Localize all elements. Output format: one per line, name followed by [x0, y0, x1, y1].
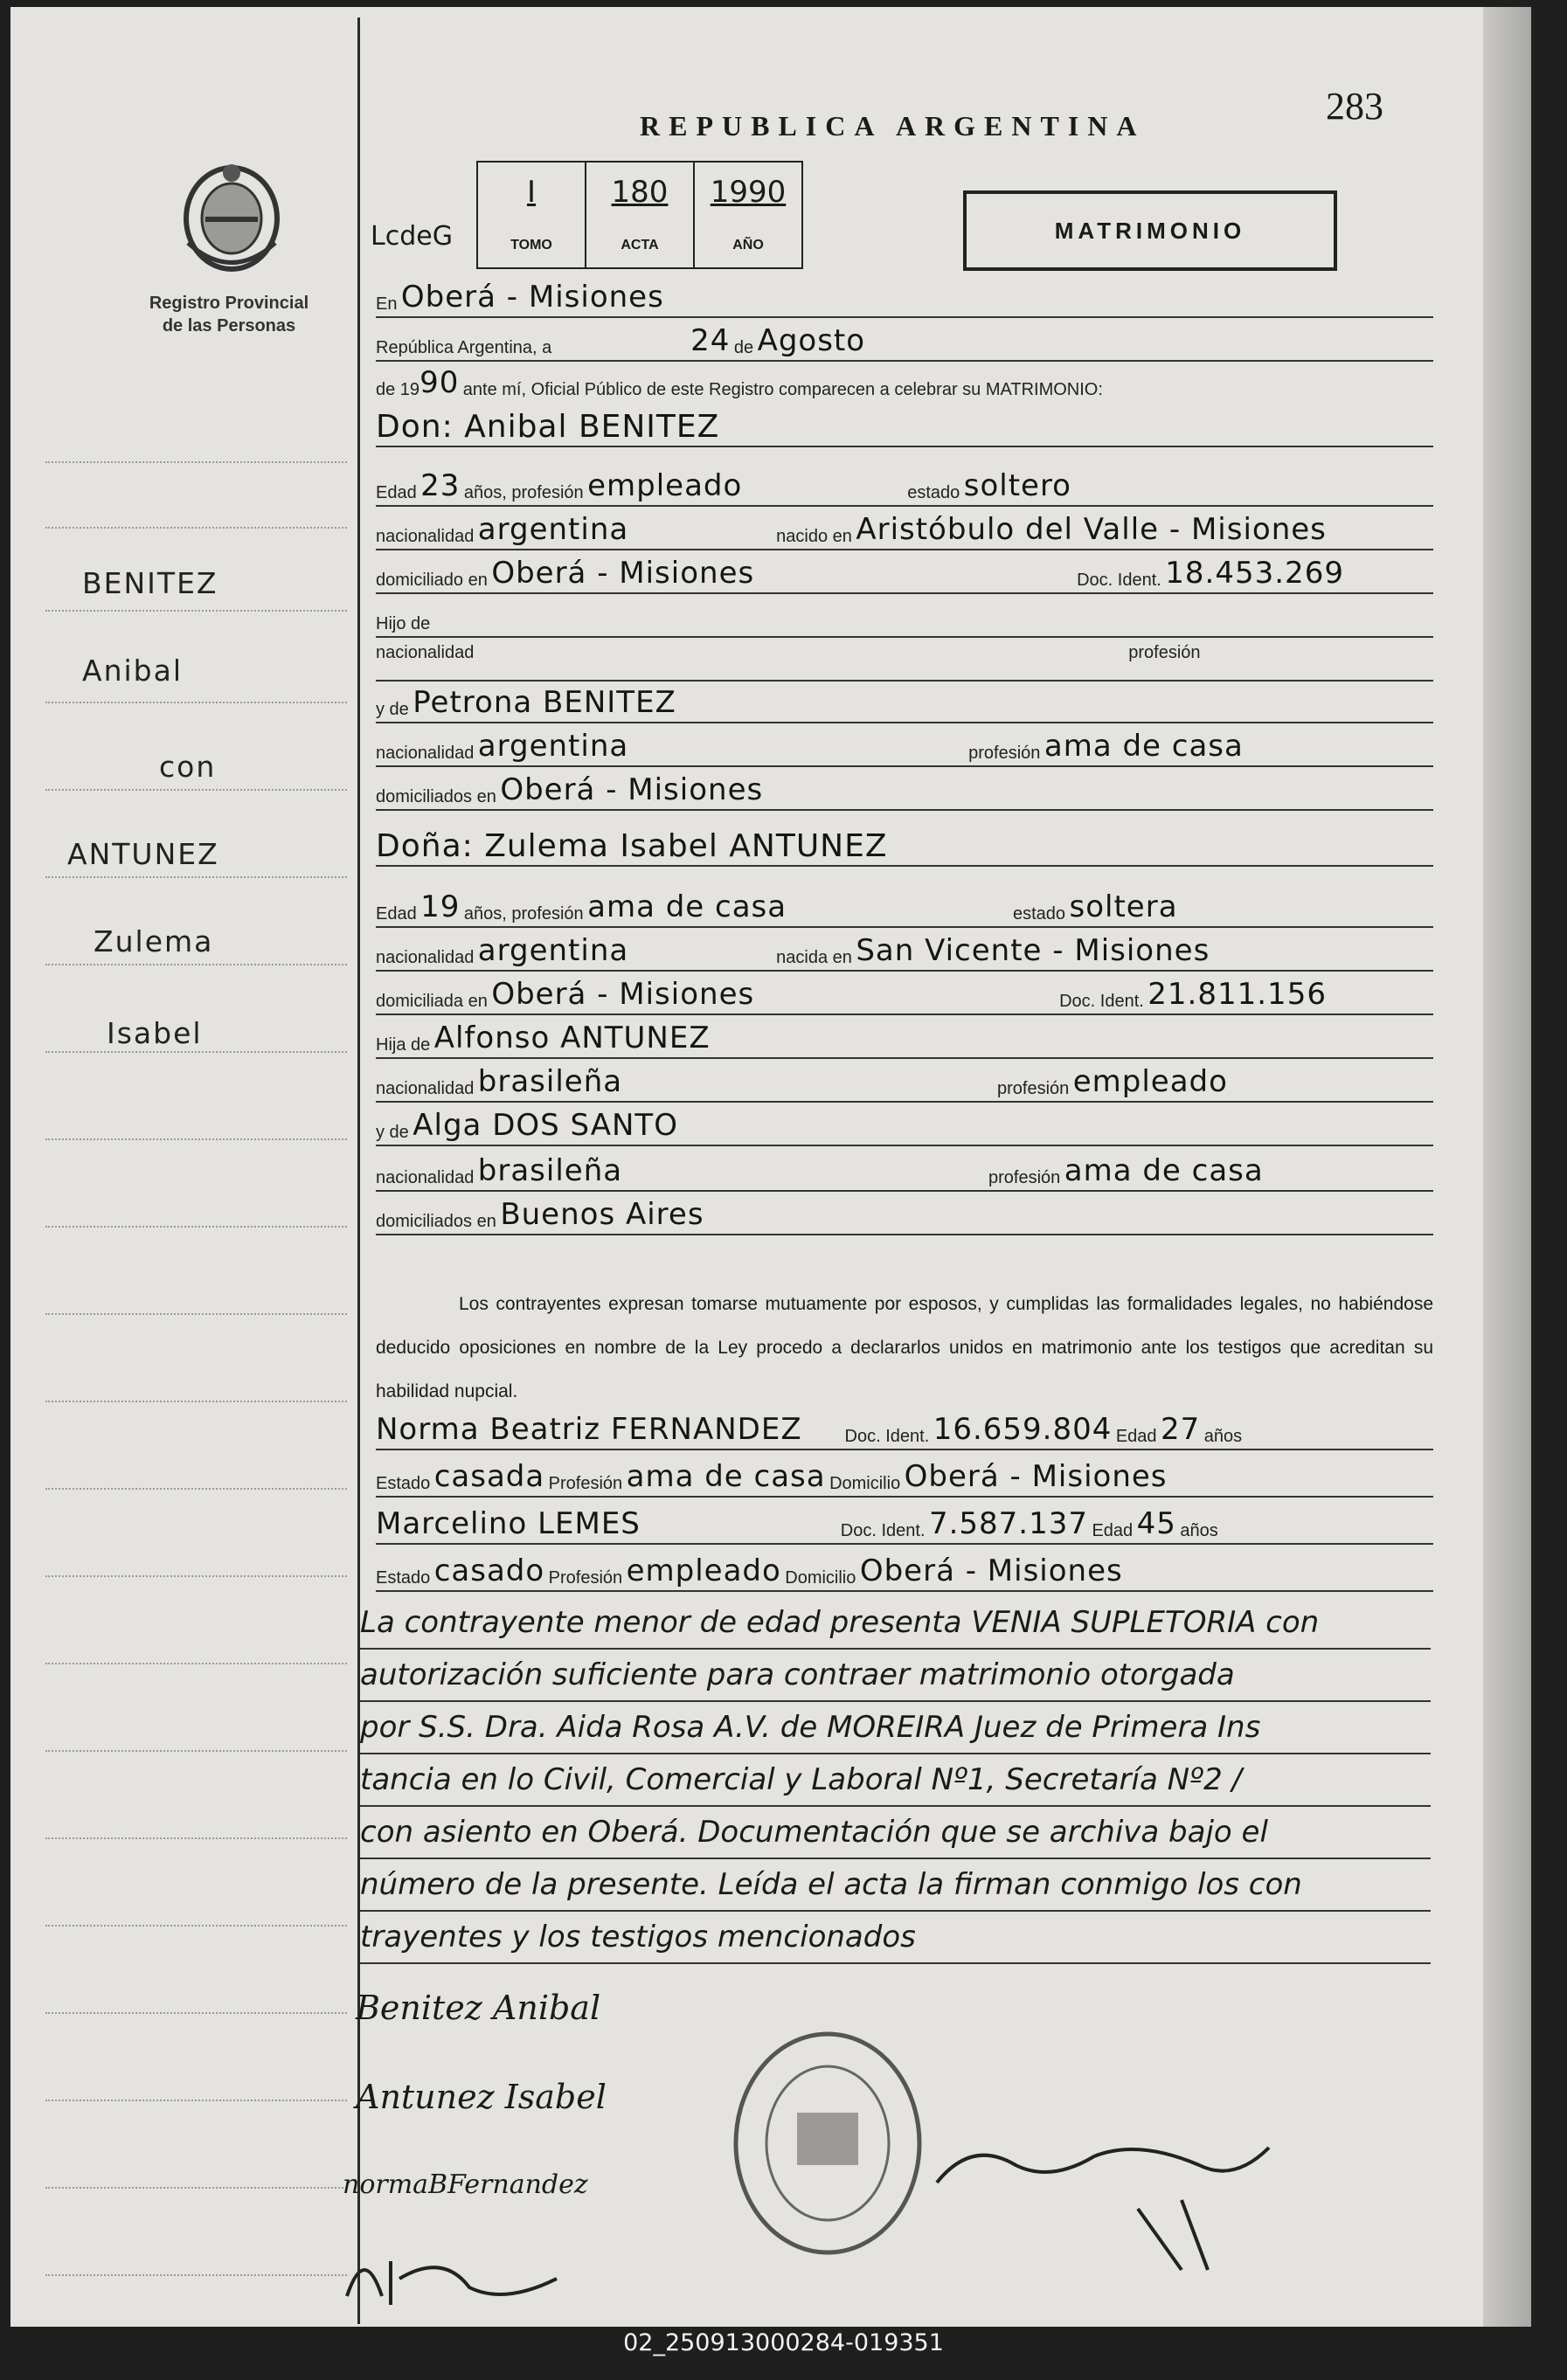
- ano-box: [693, 163, 801, 267]
- page-number: 283: [1326, 85, 1383, 128]
- field-bride-madre: Alga DOS SANTO: [413, 1108, 678, 1143]
- ano-value: 1990: [710, 175, 787, 210]
- margin-name: BENITEZ: [82, 566, 218, 600]
- label: República Argentina, a: [376, 338, 552, 357]
- field-witness2-name: Marcelino LEMES: [376, 1506, 641, 1541]
- label: de 19: [376, 380, 420, 399]
- label: Estado: [376, 1474, 431, 1493]
- label: nacionalidad: [376, 1079, 475, 1098]
- acta-label: ACTA: [621, 238, 659, 253]
- field-bride-domicilio: Oberá - Misiones: [491, 977, 755, 1012]
- margin-line: [45, 1750, 347, 1752]
- label: Profesión: [548, 1568, 623, 1588]
- record-number-boxes: [476, 161, 803, 269]
- label: ante mí, Oficial Público de este Registro comparecen a celebrar su MATRIMONIO:: [462, 380, 1103, 399]
- field-lugar: Oberá - Misiones: [400, 280, 664, 315]
- field-anio: 90: [419, 365, 460, 400]
- row-groom-padres-dom: [376, 772, 1433, 814]
- field-bride-nacida: San Vicente - Misiones: [856, 933, 1210, 968]
- field-groom-madre: Petrona BENITEZ: [413, 685, 676, 720]
- field-witness1-doc: 16.659.804: [933, 1412, 1113, 1447]
- field-groom-madre-nac: argentina: [477, 729, 629, 764]
- margin-line: [45, 2274, 347, 2276]
- label: nacida en: [776, 948, 852, 967]
- note-line: tancia en lo Civil, Comercial y Laboral Nº1, Secretaría Nº2 /: [360, 1754, 1431, 1807]
- note-line: trayentes y los testigos mencionados: [360, 1912, 1431, 1964]
- registry-line1: Registro Provincial: [149, 294, 309, 313]
- field-groom-madre-prof: ama de casa: [1044, 729, 1244, 764]
- field-witness1-estado: casada: [433, 1459, 545, 1494]
- signature-witness1: normaBFernandez: [343, 2169, 588, 2200]
- label: Hija de: [376, 1035, 431, 1055]
- field-bride-padre: Alfonso ANTUNEZ: [433, 1020, 711, 1055]
- field-witness2-profesion: empleado: [626, 1553, 781, 1588]
- row-bride-padre-nac: [376, 1064, 1433, 1106]
- official-stamp-icon: [727, 2025, 928, 2261]
- label: Edad: [1092, 1521, 1134, 1540]
- tomo-value: I: [526, 175, 537, 210]
- field-witness1-domicilio: Oberá - Misiones: [904, 1459, 1168, 1494]
- margin-line: [45, 1575, 347, 1577]
- label: años, profesión: [463, 483, 584, 502]
- label: nacido en: [776, 527, 852, 546]
- label: profesión: [1128, 643, 1201, 662]
- book-prefix: LcdeG: [371, 221, 453, 252]
- row-witness1-details: [376, 1459, 1433, 1501]
- note-line: con asiento en Oberá. Documentación que se archiva bajo el: [360, 1807, 1431, 1859]
- label: años, profesión: [463, 904, 584, 924]
- row-groom-padre: [376, 599, 1433, 641]
- row-bride-name: [376, 828, 1433, 870]
- field-witness2-domicilio: Oberá - Misiones: [859, 1553, 1123, 1588]
- margin-line: [45, 527, 347, 529]
- label: estado: [1013, 904, 1066, 924]
- margin-line: [45, 2187, 347, 2189]
- row-bride-madre-nac: [376, 1153, 1433, 1195]
- signature-official: [919, 2104, 1286, 2279]
- margin-name: con: [159, 750, 217, 784]
- label: Doc. Ident.: [1077, 571, 1161, 590]
- label: Edad: [376, 483, 417, 502]
- acta-value: 180: [611, 175, 669, 210]
- row-groom-madre: [376, 685, 1433, 727]
- coat-of-arms-icon: [170, 156, 293, 278]
- signature-witness2: [338, 2226, 565, 2314]
- label: En: [376, 294, 398, 314]
- label: y de: [376, 1123, 409, 1142]
- row-bride-madre: [376, 1108, 1433, 1150]
- field-bride-madre-nac: brasileña: [477, 1153, 623, 1188]
- label: Domicilio: [785, 1568, 856, 1588]
- margin-name: Isabel: [107, 1016, 203, 1050]
- label: años: [1180, 1521, 1218, 1540]
- margin-line: [45, 1488, 347, 1490]
- label: domiciliados en: [376, 787, 496, 806]
- row-bride-padres-dom: [376, 1197, 1433, 1239]
- field-witness1-edad: 27: [1161, 1412, 1201, 1447]
- field-groom-padres-dom: Oberá - Misiones: [500, 772, 764, 807]
- label: años: [1203, 1427, 1243, 1446]
- label: de: [733, 338, 754, 357]
- field-bride-edad: 19: [420, 889, 461, 924]
- field-witness1-profesion: ama de casa: [626, 1459, 826, 1494]
- field-bride-padre-nac: brasileña: [477, 1064, 623, 1099]
- field-groom-doc: 18.453.269: [1165, 556, 1344, 591]
- acta-box: [585, 163, 693, 267]
- row-bride-dom: [376, 977, 1433, 1019]
- field-groom-name: Don: Anibal BENITEZ: [376, 409, 720, 445]
- row-fecha: [376, 323, 1433, 365]
- field-mes: Agosto: [757, 323, 866, 358]
- field-groom-estado: soltero: [963, 468, 1071, 503]
- row-lugar: [376, 280, 1433, 322]
- signature-bride: Antunez Isabel: [356, 2078, 607, 2116]
- register-page: [10, 7, 1531, 2327]
- label: nacionalidad: [376, 643, 475, 662]
- field-bride-nacionalidad: argentina: [477, 933, 629, 968]
- row-groom-edad: [376, 468, 1433, 510]
- row-groom-dom: [376, 556, 1433, 598]
- margin-line: [45, 2100, 347, 2101]
- field-bride-estado: soltera: [1069, 889, 1178, 924]
- label: Profesión: [548, 1474, 623, 1493]
- label: profesión: [988, 1168, 1061, 1187]
- field-bride-doc: 21.811.156: [1148, 977, 1327, 1012]
- note-line: número de la presente. Leída el acta la firman conmigo los con: [360, 1859, 1431, 1912]
- label: nacionalidad: [376, 948, 475, 967]
- field-groom-profesion: empleado: [587, 468, 743, 503]
- margin-name: Zulema: [94, 924, 214, 958]
- republic-heading: REPUBLICA ARGENTINA: [640, 110, 1146, 142]
- margin-line: [45, 1226, 347, 1228]
- margin-line: [45, 964, 347, 965]
- field-bride-name: Doña: Zulema Isabel ANTUNEZ: [376, 828, 888, 864]
- margin-rule: [357, 17, 360, 2324]
- row-groom-madre-nac: [376, 729, 1433, 771]
- label: estado: [907, 483, 960, 502]
- label: Domicilio: [829, 1474, 901, 1493]
- ano-label: AÑO: [732, 238, 764, 253]
- margin-line: [45, 702, 347, 703]
- field-groom-domicilio: Oberá - Misiones: [491, 556, 755, 591]
- declaration-text: Los contrayentes expresan tomarse mutuamente por esposos, y cumplidas las formalidades legales, no habiéndose deducido oposiciones en nombre de la Ley procedo a declararlos unidos en matrimonio ante los testigos que acreditan su habilidad nupcial.: [376, 1294, 1433, 1401]
- margin-line: [45, 2012, 347, 2014]
- label: domiciliada en: [376, 992, 488, 1011]
- row-witness2: [376, 1506, 1433, 1548]
- note-line: La contrayente menor de edad presenta VENIA SUPLETORIA con: [360, 1597, 1431, 1650]
- margin-line: [45, 1401, 347, 1402]
- row-anio: [376, 365, 1433, 407]
- margin-line: [45, 1138, 347, 1140]
- field-bride-madre-prof: ama de casa: [1064, 1153, 1264, 1188]
- registry-name: [94, 292, 364, 337]
- margin-line: [45, 610, 347, 612]
- label: Doc. Ident.: [844, 1427, 930, 1446]
- margin-line: [45, 876, 347, 878]
- row-witness2-details: [376, 1553, 1433, 1595]
- row-bride-edad: [376, 889, 1433, 931]
- margin-name: Anibal: [82, 654, 183, 688]
- margin-line: [45, 1663, 347, 1664]
- row-groom-nac: [376, 512, 1433, 554]
- label: profesión: [997, 1079, 1070, 1098]
- margin-line: [45, 1837, 347, 1839]
- tomo-box: [478, 163, 585, 267]
- handwritten-note: [360, 1597, 1431, 1964]
- note-line: autorización suficiente para contraer matrimonio otorgada: [360, 1650, 1431, 1702]
- label: nacionalidad: [376, 1168, 475, 1187]
- page-edge: [1483, 7, 1531, 2327]
- field-groom-nacido: Aristóbulo del Valle - Misiones: [856, 512, 1327, 547]
- margin-line: [45, 1313, 347, 1315]
- margin-line: [45, 461, 347, 463]
- label: Edad: [376, 904, 417, 924]
- label: domiciliados en: [376, 1212, 496, 1231]
- label: Doc. Ident.: [1059, 992, 1144, 1011]
- signature-groom: Benitez Anibal: [356, 1989, 601, 2027]
- field-groom-edad: 23: [420, 468, 461, 503]
- scan-id: 02_250913000284-019351: [623, 2329, 944, 2356]
- row-bride-nac: [376, 933, 1433, 975]
- row-bride-padre: [376, 1020, 1433, 1062]
- field-witness1-name: Norma Beatriz FERNANDEZ: [376, 1412, 802, 1447]
- row-groom-name: [376, 409, 1433, 451]
- margin-name: ANTUNEZ: [67, 837, 219, 871]
- field-bride-padre-prof: empleado: [1072, 1064, 1228, 1099]
- label: nacionalidad: [376, 744, 475, 763]
- field-witness2-edad: 45: [1136, 1506, 1176, 1541]
- field-bride-padres-dom: Buenos Aires: [500, 1197, 704, 1232]
- field-witness2-estado: casado: [433, 1553, 545, 1588]
- label: domiciliado en: [376, 571, 488, 590]
- field-groom-nacionalidad: argentina: [477, 512, 629, 547]
- field-dia: 24: [690, 323, 731, 358]
- field-bride-profesion: ama de casa: [587, 889, 787, 924]
- label: Edad: [1115, 1427, 1157, 1446]
- label: Estado: [376, 1568, 431, 1588]
- tomo-label: TOMO: [510, 238, 552, 253]
- registry-line2: de las Personas: [162, 316, 296, 336]
- document-type: MATRIMONIO: [963, 190, 1337, 271]
- label: Doc. Ident.: [840, 1521, 926, 1540]
- note-line: por S.S. Dra. Aida Rosa A.V. de MOREIRA Juez de Primera Ins: [360, 1702, 1431, 1754]
- margin-line: [45, 1925, 347, 1927]
- margin-line: [45, 1051, 347, 1053]
- row-witness1: [376, 1412, 1433, 1454]
- margin-line: [45, 789, 347, 791]
- field-witness2-doc: 7.587.137: [928, 1506, 1089, 1541]
- label: profesión: [968, 744, 1041, 763]
- row-groom-padre-nac: [376, 643, 1433, 685]
- label: nacionalidad: [376, 527, 475, 546]
- label: Hijo de: [376, 614, 431, 633]
- label: y de: [376, 700, 409, 719]
